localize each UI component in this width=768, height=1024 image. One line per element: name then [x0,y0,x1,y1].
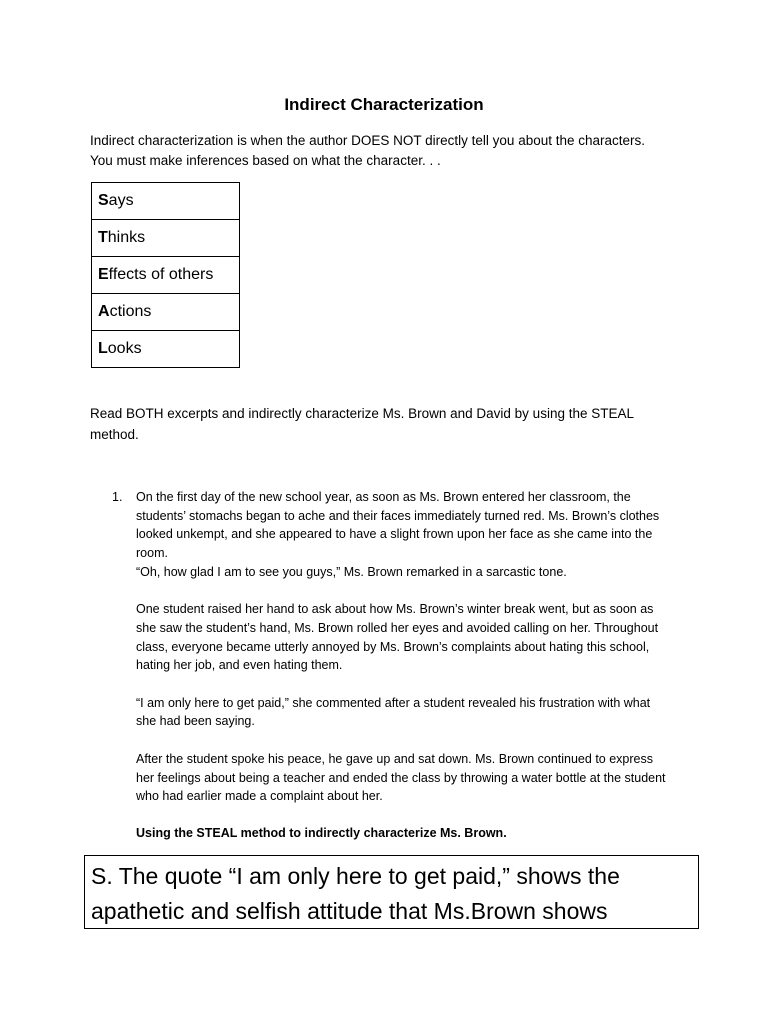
answer-text-box[interactable] [84,855,699,929]
instruction-paragraph [90,403,690,445]
steal-cell [92,220,240,257]
steal-cell [92,183,240,220]
instruction-line-1: Read BOTH excerpts and indirectly characterize Ms. Brown and David by using the STEAL [90,406,634,421]
excerpt-line: who had earlier made a complaint about her. [136,789,383,804]
steal-cell [92,294,240,331]
excerpt-1 [112,488,682,825]
excerpt-line: she had been saying. [136,714,255,729]
excerpt-paragraph [136,694,682,731]
steal-row-thinks [92,220,240,257]
steal-row-looks [92,331,240,368]
steal-row-says [92,183,240,220]
page-title: Indirect Characterization [284,95,484,114]
excerpt-paragraph [136,488,682,582]
steal-table [91,182,240,368]
characterize-prompt: Using the STEAL method to indirectly characterize Ms. Brown. [136,826,507,840]
steal-letter: T [98,229,108,246]
excerpt-line: room. [136,546,168,561]
excerpt-paragraph [136,600,682,675]
excerpt-line: students’ stomachs began to ache and their faces immediately turned red. Ms. Brown’s clothes [136,508,660,523]
steal-word-rest: ctions [109,303,152,320]
steal-word-rest: hinks [107,229,146,246]
steal-cell [92,331,240,368]
excerpt-line: On the first day of the new school year, as soon as Ms. Brown entered her classroom, the [136,490,631,504]
intro-line-1: Indirect characterization is when the author DOES NOT directly tell you about the characters. [90,133,646,148]
steal-letter: E [98,266,109,283]
excerpt-line: After the student spoke his peace, he gave up and sat down. Ms. Brown continued to express [136,751,653,766]
steal-word-rest: ooks [107,340,142,357]
excerpt-paragraph [136,750,682,806]
steal-letter: S [98,192,109,209]
instruction-line-2: method. [90,427,139,442]
steal-row-effects [92,257,240,294]
steal-word-rest: ffects of others [108,266,214,283]
excerpt-line: she saw the student’s hand, Ms. Brown rolled her eyes and avoided calling on her. Throughout [136,620,659,635]
excerpt-line: hating her job, and even hating them. [136,658,343,673]
list-number: 1. [112,490,123,504]
excerpt-line: looked unkempt, and she appeared to have a slight frown upon her face as she came into the [136,527,653,542]
intro-line-2: You must make inferences based on what the character. . . [90,153,441,168]
steal-cell [92,257,240,294]
steal-letter: A [98,303,110,320]
excerpt-line: “I am only here to get paid,” she commented after a student revealed his frustration with what [136,695,651,710]
answer-line-1: S. The quote “I am only here to get paid,” shows the [91,863,620,889]
excerpt-body [136,488,682,806]
excerpt-line: her feelings about being a teacher and ended the class by throwing a water bottle at the student [136,770,666,785]
excerpt-line: “Oh, how glad I am to see you guys,” Ms. Brown remarked in a sarcastic tone. [136,564,567,579]
excerpt-line: class, everyone became utterly annoyed by Ms. Brown’s complaints about hating this school, [136,639,650,654]
intro-paragraph [90,131,690,171]
steal-word-rest: ays [108,192,134,209]
steal-row-actions [92,294,240,331]
excerpt-line: One student raised her hand to ask about how Ms. Brown’s winter break went, but as soon as [136,602,654,617]
answer-line-2: apathetic and selfish attitude that Ms.Brown shows [91,898,608,924]
steal-letter: L [98,340,108,357]
